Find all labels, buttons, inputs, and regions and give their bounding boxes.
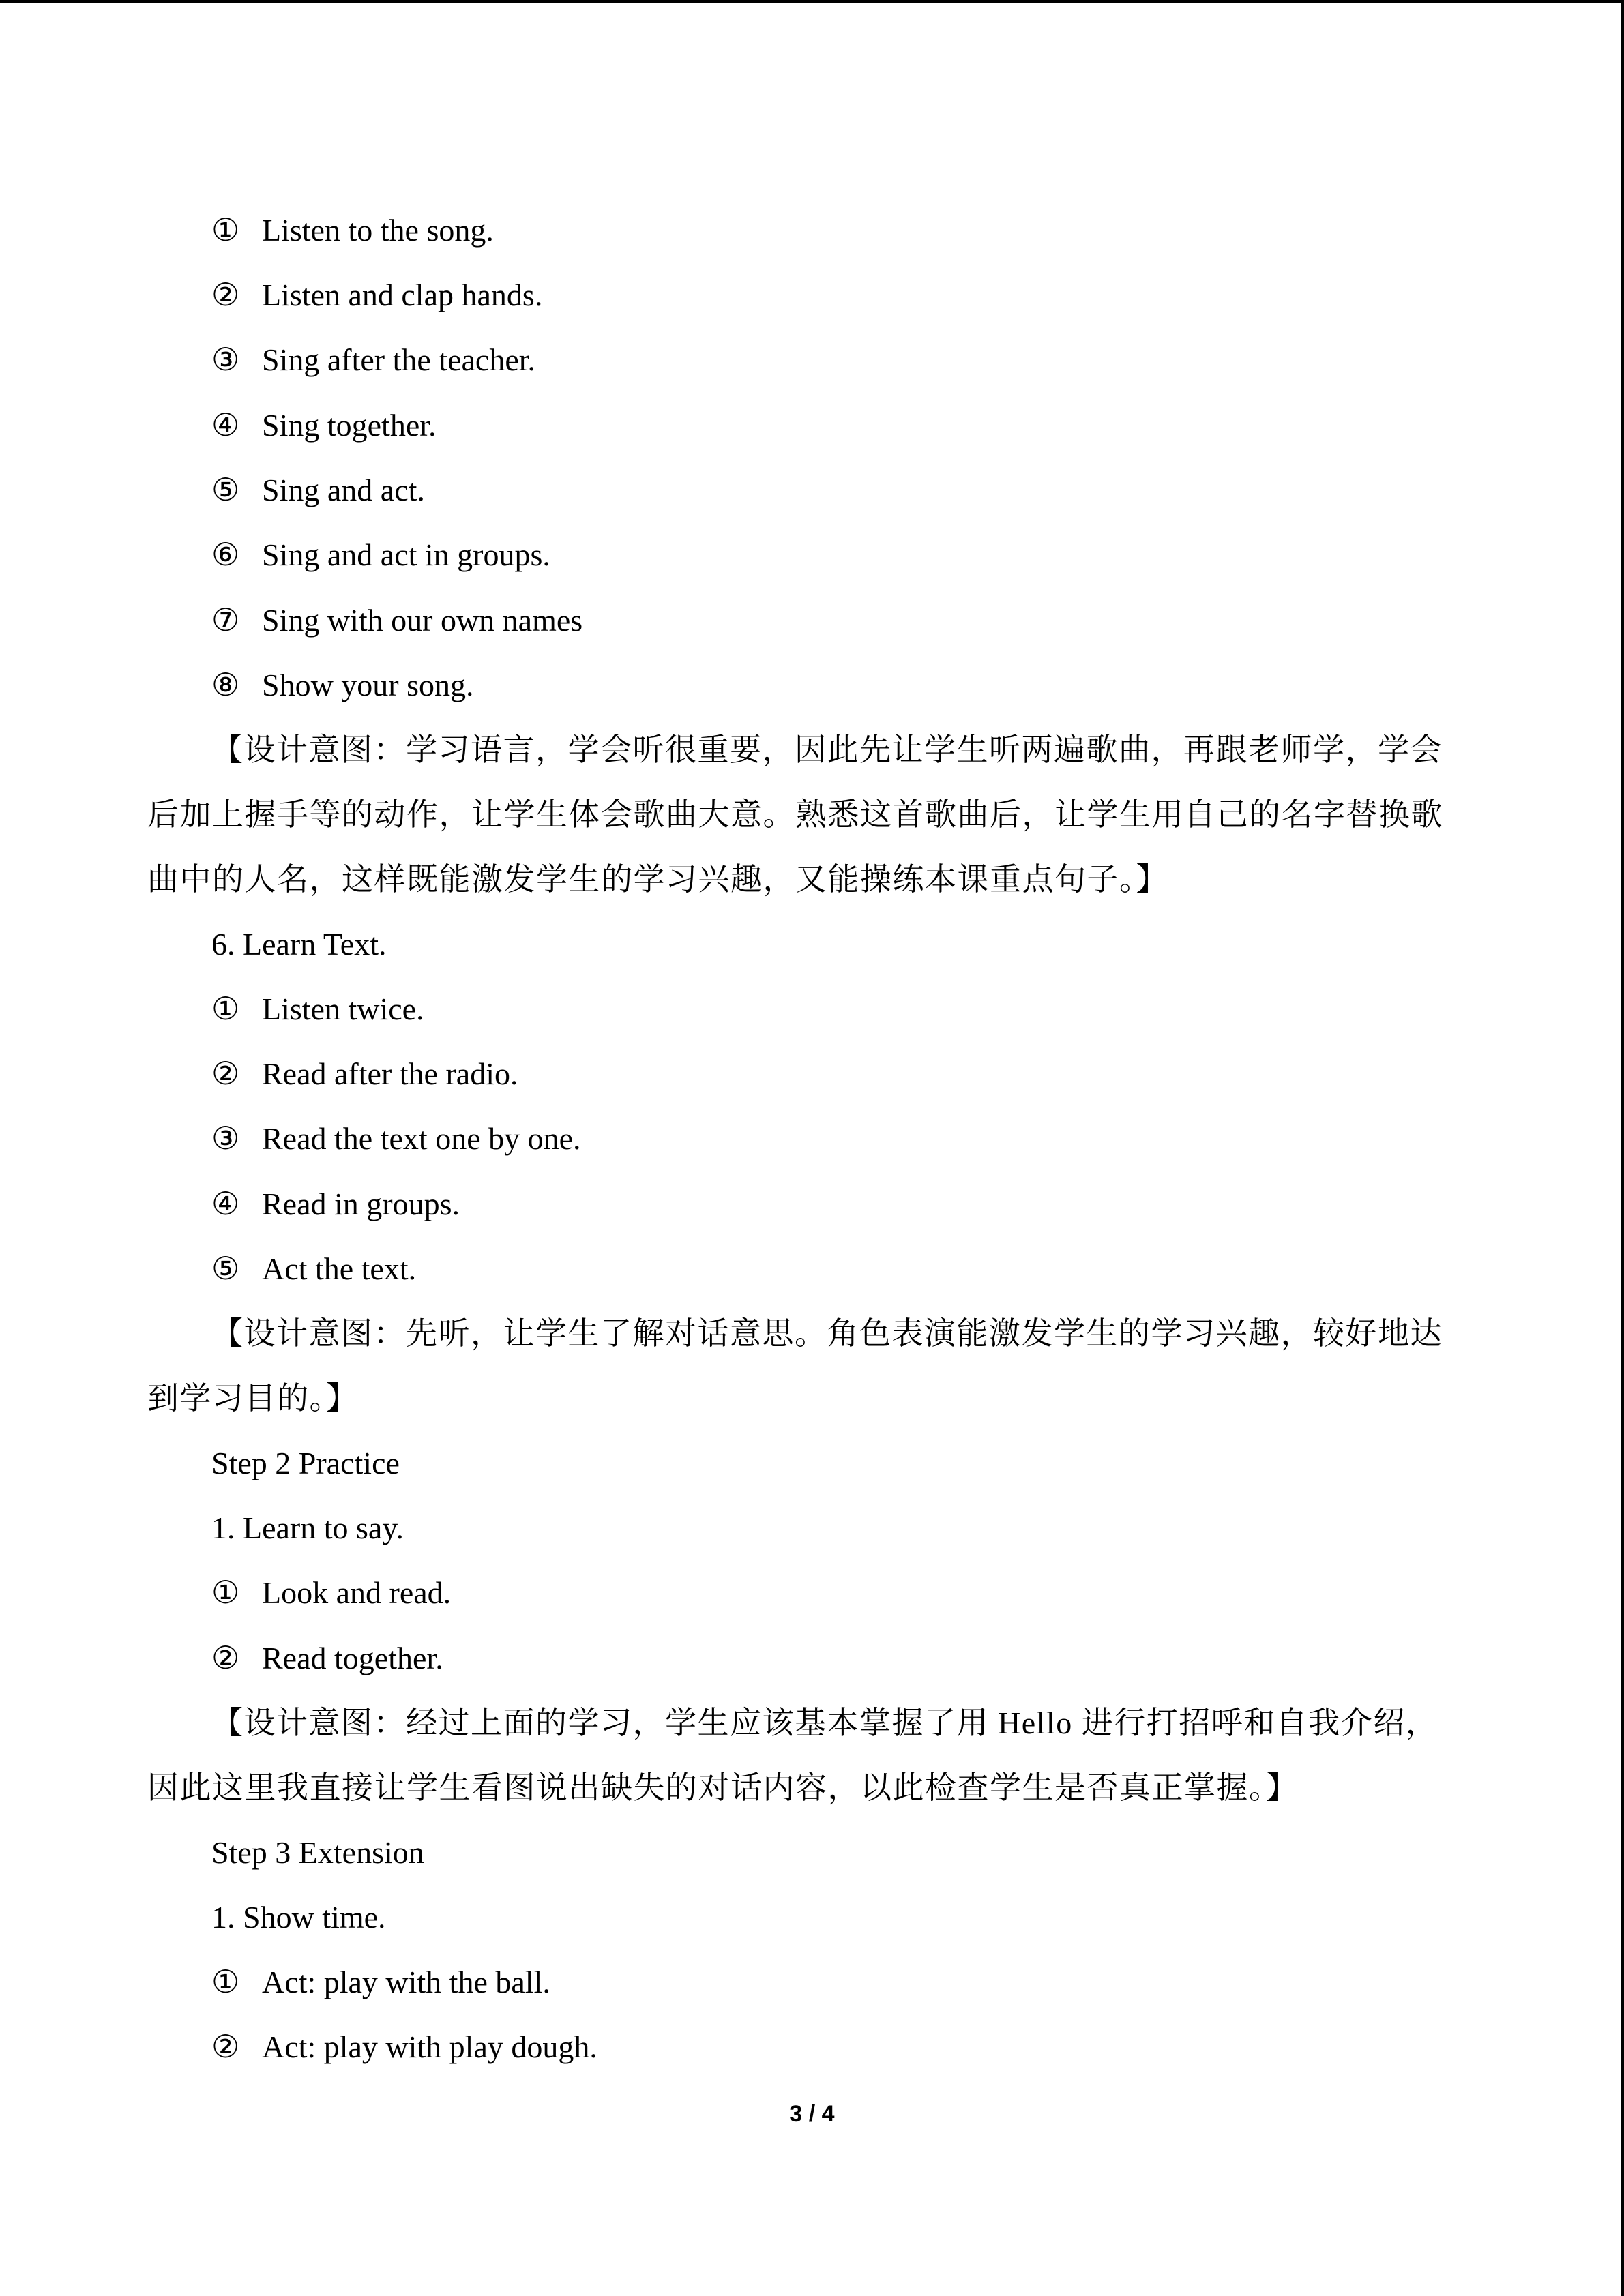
list-item: ⑦ Sing with our own names <box>211 603 583 638</box>
section-heading: 1. Learn to say. <box>211 1510 404 1545</box>
step-heading: Step 2 Practice <box>211 1446 400 1480</box>
list-item: ① Listen to the song. <box>211 213 494 248</box>
design-intent-paragraph: 【设计意图：经过上面的学习，学生应该基本掌握了用 Hello 进行打招呼和自我介绍， <box>211 1705 1438 1740</box>
list-item: ② Listen and clap hands. <box>211 278 543 312</box>
list-item: ⑤ Sing and act. <box>211 473 425 507</box>
design-intent-paragraph: 曲中的人名，这样既能激发学生的学习兴趣，又能操练本课重点句子。】 <box>147 862 1168 897</box>
list-item: ③ Sing after the teacher. <box>211 342 536 377</box>
list-item: ② Act: play with play dough. <box>211 2029 597 2064</box>
list-item: ④ Read in groups. <box>211 1187 460 1221</box>
page-number: 3 / 4 <box>789 2101 835 2127</box>
step-heading: Step 3 Extension <box>211 1835 424 1870</box>
list-item: ⑤ Act the text. <box>211 1251 417 1286</box>
list-item: ① Look and read. <box>211 1575 452 1610</box>
section-heading: 1. Show time. <box>211 1900 386 1935</box>
list-item: ① Listen twice. <box>211 992 424 1026</box>
list-item: ② Read after the radio. <box>211 1056 518 1091</box>
list-item: ③ Read the text one by one. <box>211 1121 581 1156</box>
design-intent-paragraph: 到学习目的。】 <box>147 1381 359 1416</box>
list-item: ⑧ Show your song. <box>211 668 474 702</box>
list-item: ⑥ Sing and act in groups. <box>211 537 550 572</box>
list-item: ② Read together. <box>211 1641 443 1675</box>
design-intent-paragraph: 因此这里我直接让学生看图说出缺失的对话内容，以此检查学生是否真正掌握。】 <box>147 1770 1298 1805</box>
design-intent-paragraph: 后加上握手等的动作，让学生体会歌曲大意。熟悉这首歌曲后，让学生用自己的名字替换歌 <box>147 797 1443 832</box>
design-intent-paragraph: 【设计意图：先听，让学生了解对话意思。角色表演能激发学生的学习兴趣，较好地达 <box>211 1316 1443 1351</box>
section-heading: 6. Learn Text. <box>211 927 387 961</box>
design-intent-paragraph: 【设计意图：学习语言，学会听很重要，因此先让学生听两遍歌曲，再跟老师学，学会 <box>211 732 1443 767</box>
list-item: ① Act: play with the ball. <box>211 1965 550 1999</box>
list-item: ④ Sing together. <box>211 408 437 443</box>
